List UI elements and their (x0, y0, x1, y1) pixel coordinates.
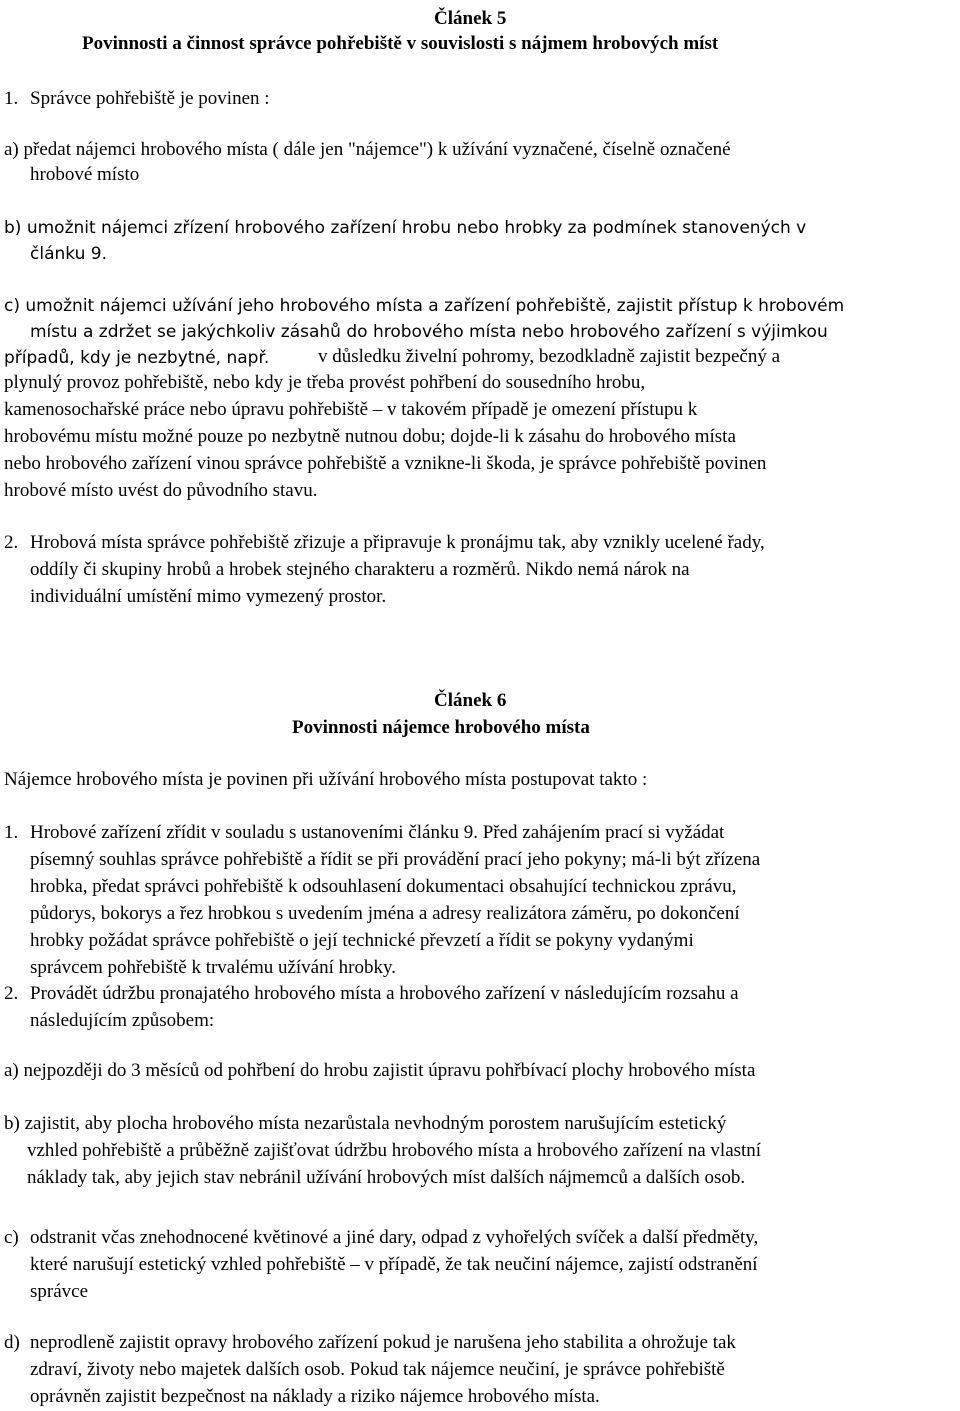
article-6-d-line-3: oprávněn zajistit bezpečnost na náklady a riziko nájemce hrobového místa. (30, 1386, 600, 1407)
article-6-item-1-label: 1. (4, 822, 19, 843)
article-5-c-line-4: plynulý provoz pohřebiště, nebo kdy je třeba provést pohřbení do sousedního hrobu, (4, 372, 646, 393)
article-5-a-line-2: hrobové místo (30, 164, 140, 185)
article-6-item-2-line-2: následujícím způsobem: (30, 1010, 215, 1031)
article-5-c-line-5: kamenosochařské práce nebo úpravu pohřebiště – v takovém případě je omezení přístupu k (4, 399, 698, 420)
article-5-title: Povinnosti a činnost správce pohřebiště v souvislosti s nájmem hrobových míst (82, 33, 719, 54)
article-5-item-2-line-1: Hrobová místa správce pohřebiště zřizuje a připravuje k pronájmu tak, aby vznikly ucelené řady, (30, 532, 765, 553)
article-6-c-line-2: které narušují estetický vzhled pohřebiště – v případě, že tak neučiní nájemce, zajistí odstranění (30, 1254, 758, 1275)
article-6-item-1-line-3: hrobka, předat správci pohřebiště k odsouhlasení dokumentaci obsahující technickou zprávu, (30, 876, 737, 897)
article-5-c-line-8: hrobové místo uvést do původního stavu. (4, 480, 318, 501)
article-5-heading: Článek 5 (434, 8, 507, 29)
article-5-b-line-2: článku 9. (30, 244, 107, 264)
article-6-item-2-line-1: Provádět údržbu pronajatého hrobového místa a hrobového zařízení v následujícím rozsahu a (30, 983, 739, 1004)
article-5-item-1-label: 1. (4, 88, 19, 109)
article-5-c-line-1: c) umožnit nájemci užívání jeho hrobového místa a zařízení pohřebiště, zajistit přístup k hrobovém (4, 296, 845, 316)
article-5-b-line-1: b) umožnit nájemci zřízení hrobového zařízení hrobu nebo hrobky za podmínek stanovených v (4, 218, 807, 238)
article-6-item-2-label: 2. (4, 983, 19, 1004)
article-6-intro: Nájemce hrobového místa je povinen při užívání hrobového místa postupovat takto : (4, 769, 648, 790)
article-6-d-label: d) (4, 1332, 20, 1353)
article-5-item-2-label: 2. (4, 532, 19, 553)
article-6-c-label: c) (4, 1227, 19, 1248)
article-5-item-2-line-2: oddíly či skupiny hrobů a hrobek stejného charakteru a rozměrů. Nikdo nemá nárok na (30, 559, 690, 580)
article-5-a-line-1: a) předat nájemci hrobového místa ( dále jen "nájemce") k užívání vyznačené, číselně označené (4, 139, 731, 160)
article-5-item-1-text: Správce pohřebiště je povinen : (30, 88, 270, 109)
article-5-c-line-7: nebo hrobového zařízení vinou správce pohřebiště a vznikne-li škoda, je správce pohřebiště povinen (4, 453, 767, 474)
article-5-c-line-3a: případů, kdy je nezbytné, např. (4, 348, 270, 368)
article-6-item-1-line-4: půdorys, bokorys a řez hrobkou s uvedením jména a adresy realizátora záměru, po dokončení (30, 903, 740, 924)
article-5-item-2-line-3: individuální umístění mimo vymezený prostor. (30, 586, 387, 607)
article-6-item-1-line-2: písemný souhlas správce pohřebiště a řídit se při provádění prací jeho pokyny; má-li být zřízena (30, 849, 761, 870)
article-6-b-line-3: náklady tak, aby jejich stav nebránil užívání hrobových míst dalších nájmemců a dalších osob. (27, 1167, 746, 1188)
article-6-c-line-1: odstranit včas znehodnocené květinové a jiné dary, odpad z vyhořelých svíček a další předměty, (30, 1227, 759, 1248)
article-6-a-line-1: a) nejpozději do 3 měsíců od pohřbení do hrobu zajistit úpravu pohřbívací plochy hrobového místa (4, 1060, 756, 1081)
article-5-c-line-2: místu a zdržet se jakýchkoliv zásahů do hrobového místa nebo hrobového zařízení s výjimkou (30, 322, 828, 342)
article-6-title: Povinnosti nájemce hrobového místa (292, 717, 590, 738)
article-5-c-line-3b: v důsledku živelní pohromy, bezodkladně zajistit bezpečný a (318, 346, 781, 367)
article-6-d-line-2: zdraví, životy nebo majetek dalších osob. Pokud tak nájemce neučiní, je správce pohřebiště (30, 1359, 725, 1380)
article-6-d-line-1: neprodleně zajistit opravy hrobového zařízení pokud je narušena jeho stabilita a ohrožuje tak (30, 1332, 736, 1353)
article-6-item-1-line-5: hrobky požádat správce pohřebiště o její technické převzetí a řídit se pokyny vydanými (30, 930, 694, 951)
article-6-item-1-line-6: správcem pohřebiště k trvalému užívání hrobky. (30, 957, 396, 978)
article-6-b-line-2: vzhled pohřebiště a průběžně zajišťovat údržbu hrobového místa a hrobového zařízení na vlastní (27, 1140, 762, 1161)
article-6-heading: Článek 6 (434, 690, 507, 711)
article-6-b-line-1: b) zajistit, aby plocha hrobového místa nezarůstala nevhodným porostem narušujícím estetický (4, 1113, 727, 1134)
article-5-c-line-6: hrobovému místu možné pouze po nezbytně nutnou dobu; dojde-li k zásahu do hrobového místa (4, 426, 736, 447)
article-6-item-1-line-1: Hrobové zařízení zřídit v souladu s ustanoveními článku 9. Před zahájením prací si vyžádat (30, 822, 725, 843)
article-6-c-line-3: správce (30, 1281, 89, 1302)
